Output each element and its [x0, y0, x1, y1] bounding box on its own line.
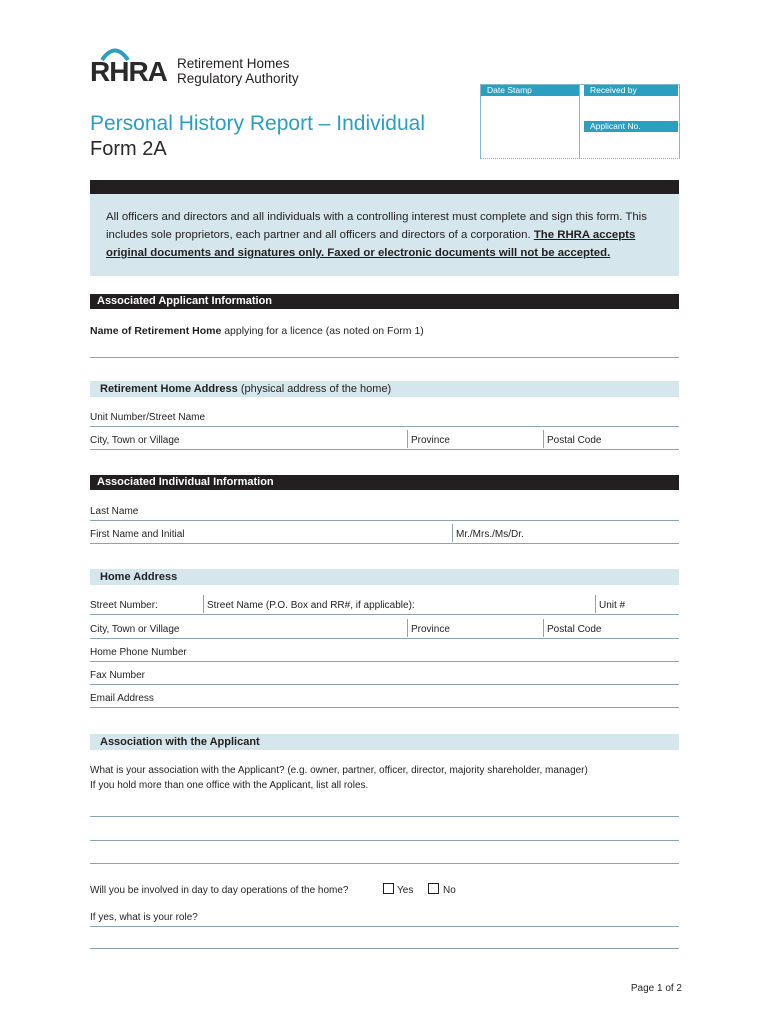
- notice-text: All officers and directors and all individuals with a controlling interest must complete and sign this form. This includes sole proprietors, each partner and all officers and directors of a corporation. The RHRA accepts original documents and signatures only. Faxed or electronic documents will not be accepted.: [106, 211, 647, 259]
- association-answer-line-1[interactable]: [90, 816, 679, 817]
- home-city-label: City, Town or Village: [90, 435, 180, 446]
- home-postal-label: Postal Code: [547, 435, 602, 446]
- role-answer-line-2[interactable]: [90, 948, 679, 949]
- first-name-divider: [452, 524, 453, 542]
- email-field[interactable]: [90, 707, 679, 708]
- applicant-no-label: Applicant No.: [584, 121, 678, 132]
- street-number-label: Street Number:: [90, 600, 158, 611]
- notice-top-bar: [90, 180, 679, 194]
- city-field[interactable]: [90, 638, 679, 639]
- date-stamp-label: Date Stamp: [481, 85, 579, 96]
- home-phone-label: Home Phone Number: [90, 647, 187, 658]
- home-city-field[interactable]: [90, 449, 679, 450]
- email-label: Email Address: [90, 693, 154, 704]
- province-label: Province: [411, 624, 450, 635]
- yes-label: Yes: [397, 885, 414, 896]
- organization-name: Retirement Homes Regulatory Authority: [177, 56, 299, 86]
- office-use-divider: [579, 84, 580, 158]
- unit-label: Unit #: [599, 600, 626, 611]
- street-field[interactable]: [90, 614, 679, 615]
- logo-wordmark: RHRA: [90, 56, 167, 87]
- section-header-association: Association with the Applicant: [90, 734, 679, 750]
- section-header-applicant: Associated Applicant Information: [90, 294, 679, 309]
- association-answer-line-3[interactable]: [90, 863, 679, 864]
- page-number: Page 1 of 2: [630, 983, 682, 994]
- role-answer-line-1[interactable]: [90, 926, 679, 927]
- home-street-field[interactable]: [90, 426, 679, 427]
- received-by-label: Received by: [584, 85, 678, 96]
- first-name-label: First Name and Initial: [90, 529, 185, 540]
- no-checkbox[interactable]: [428, 883, 439, 894]
- home-phone-field[interactable]: [90, 661, 679, 662]
- province-divider: [543, 619, 544, 637]
- city-divider: [407, 619, 408, 637]
- last-name-field[interactable]: [90, 520, 679, 521]
- fax-label: Fax Number: [90, 670, 146, 681]
- fax-field[interactable]: [90, 684, 679, 685]
- section-header-personal-address: Home Address: [90, 569, 679, 585]
- street-name-divider: [595, 595, 596, 613]
- first-name-field[interactable]: [90, 543, 679, 544]
- section-header-home-address: Retirement Home Address (physical address of the home): [90, 381, 679, 397]
- salutation-label: Mr./Mrs./Ms/Dr.: [456, 529, 524, 540]
- home-name-label: Name of Retirement Home applying for a licence (as noted on Form 1): [90, 325, 424, 337]
- form-number: Form 2A: [90, 138, 167, 160]
- home-city-divider: [407, 430, 408, 448]
- home-name-field[interactable]: [90, 357, 679, 358]
- association-answer-line-2[interactable]: [90, 840, 679, 841]
- home-province-divider: [543, 430, 544, 448]
- section-header-individual: Associated Individual Information: [90, 475, 679, 490]
- city-label: City, Town or Village: [90, 624, 180, 635]
- home-province-label: Province: [411, 435, 450, 446]
- no-label: No: [443, 885, 456, 896]
- day-to-day-question: Will you be involved in day to day operations of the home?: [90, 885, 349, 896]
- yes-checkbox[interactable]: [383, 883, 394, 894]
- home-street-label: Unit Number/Street Name: [90, 412, 206, 423]
- street-name-label: Street Name (P.O. Box and RR#, if applicable):: [207, 600, 415, 611]
- roles-question: If you hold more than one office with the Applicant, list all roles.: [90, 780, 369, 791]
- page-title: Personal History Report – Individual: [90, 112, 425, 135]
- postal-label: Postal Code: [547, 624, 602, 635]
- notice-warning: The RHRA accepts original documents and signatures only. Faxed or electronic documents will not be accepted.: [106, 229, 636, 259]
- association-question: What is your association with the Applicant? (e.g. owner, partner, officer, director, majority shareholder, manager): [90, 765, 588, 776]
- role-question: If yes, what is your role?: [90, 912, 198, 923]
- street-number-divider: [203, 595, 204, 613]
- last-name-label: Last Name: [90, 506, 139, 517]
